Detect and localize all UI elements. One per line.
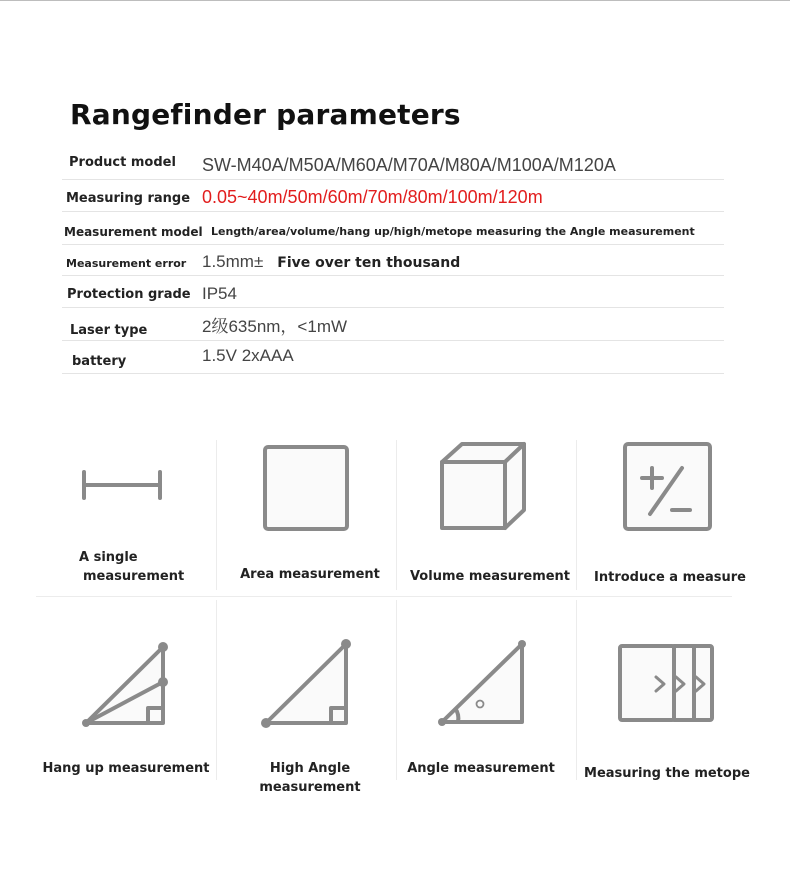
page-title: Rangefinder parameters [70,98,461,131]
param-label: Product model [69,155,176,170]
param-row-product-model [62,148,724,180]
feature-label: Angle measurement [407,761,555,776]
param-value: 0.05~40m/50m/60m/70m/80m/100m/120m [202,187,543,207]
param-row-measuring-range [62,180,724,212]
top-border [0,0,790,1]
feature-single-measurement [40,440,220,590]
param-value [202,252,460,272]
param-row-laser-type [62,309,724,341]
feature-volume [400,440,580,590]
high-angle-icon [220,600,400,780]
feature-hang-up [36,600,216,780]
feature-label [79,548,219,586]
feature-label-line1: A single [79,550,138,565]
feature-label-line2: measurement [83,569,185,584]
error-extra: Five over ten thousand [277,255,461,271]
param-row-battery [62,342,724,374]
feature-label: Volume measurement [409,569,571,584]
feature-angle [400,600,580,780]
feature-introduce-measure [580,440,760,590]
param-label: battery [72,354,127,369]
grid-divider [216,600,217,780]
param-label: Measurement error [66,257,187,270]
feature-label: Hang up measurement [42,761,210,776]
feature-area [220,440,400,590]
param-label: Laser type [70,323,148,338]
grid-divider [36,596,732,597]
param-value: SW-M40A/M50A/M60A/M70A/M80A/M100A/M120A [202,155,616,175]
angle-icon [400,600,580,780]
feature-label: High Angle measurement [259,761,361,795]
param-value: 1.5V 2xAAA [202,346,294,365]
hang-up-icon [36,600,216,780]
feature-label: Introduce a measure [594,570,746,585]
param-row-protection-grade [62,276,724,308]
param-row-measurement-error [62,244,724,276]
param-label: Measurement model [64,225,203,239]
metope-icon [580,600,760,780]
feature-metope [580,600,760,780]
param-value: Length/area/volume/hang up/high/metope measuring the Angle measurement [211,225,695,238]
error-value: 1.5mm± [202,252,264,271]
param-label: Measuring range [66,191,191,206]
feature-label: Area measurement [240,567,380,582]
feature-label: Measuring the metope [584,766,750,781]
param-value: 2级635nm，<1mW [202,317,348,336]
param-value: IP54 [202,284,237,303]
param-row-measurement-model [62,213,724,245]
param-label: Protection grade [67,287,191,302]
feature-high-angle [220,600,400,795]
